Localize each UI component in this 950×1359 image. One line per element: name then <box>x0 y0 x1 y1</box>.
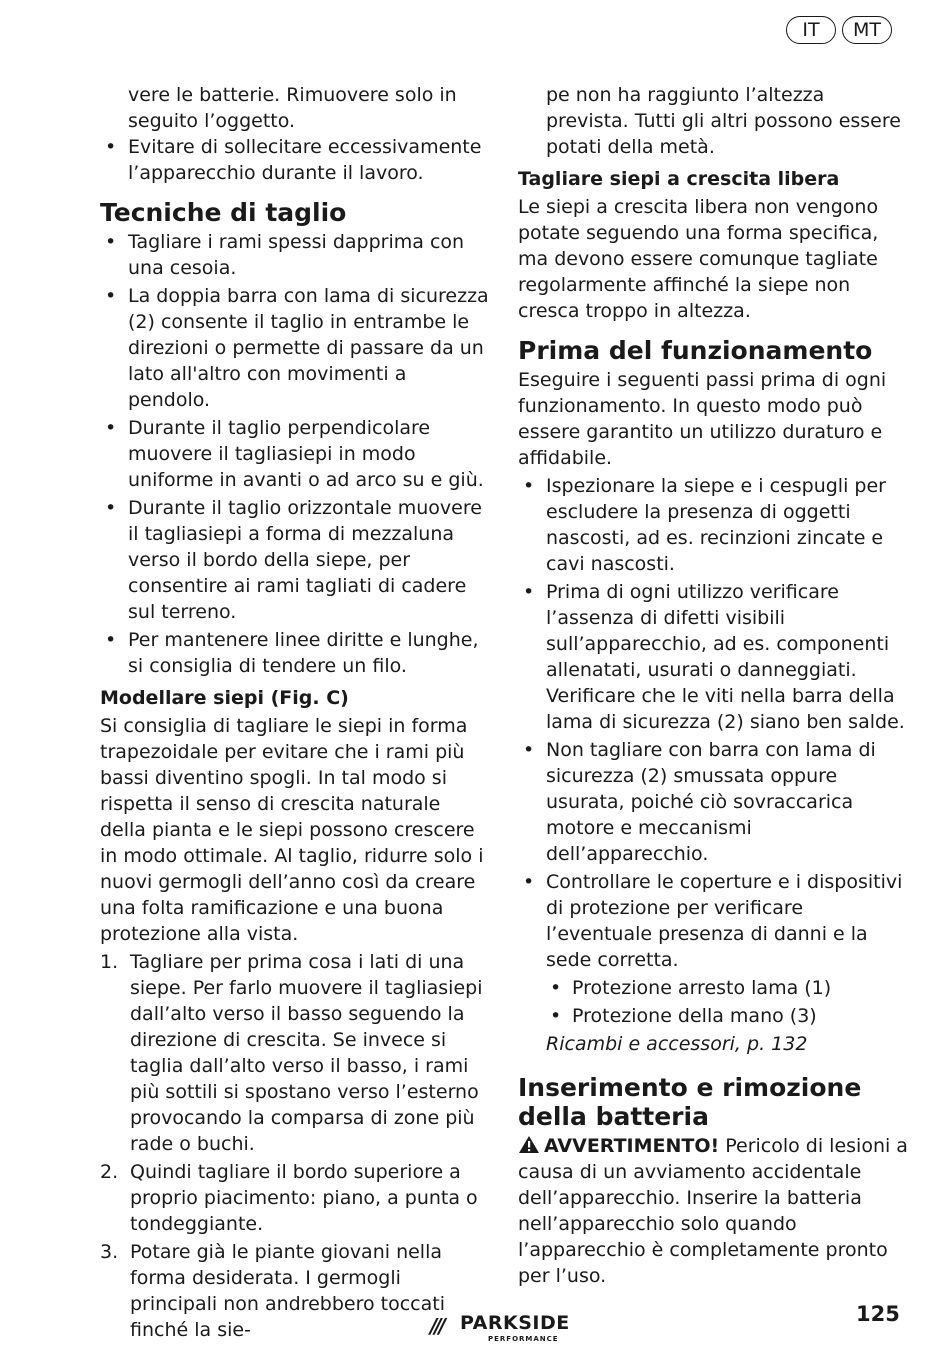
section-title-prima: Prima del funzionamento <box>518 336 873 365</box>
list-item <box>100 1159 492 1237</box>
sub-bullet-list <box>518 975 910 1029</box>
list-item <box>100 949 492 1157</box>
list-item: • Ispezionare la siepe e i cespugli per escludere la presenza di oggetti nascosti, ad es. recinzioni zincate e cavi nascosti. <box>518 473 910 577</box>
language-badge-mt: MT <box>842 16 892 44</box>
brand-logo <box>430 1309 590 1345</box>
page-number: 125 <box>856 1302 900 1326</box>
warning-paragraph <box>518 1133 910 1289</box>
warning-label: AVVERTIMENTO! <box>544 1135 720 1157</box>
bullet-list-tecniche <box>100 229 492 679</box>
paragraph-modellare: Si consiglia di tagliare le siepi in forma trapezoidale per evitare che i rami più bassi diventino spogli. In tal modo si rispetta il senso di crescita naturale della pianta e le siepi possono crescere in modo ottimale. Al taglio, ridurre solo i nuovi germogli dell’anno così da creare una folta ramificazione e una buona protezione alla vista. <box>100 715 484 945</box>
list-item: • Durante il taglio orizzontale muovere il tagliasiepi a forma di mezzaluna verso il bordo della siepe, per consentire ai rami tagliati di cadere sul terreno. <box>100 495 492 625</box>
continued-text: pe non ha raggiunto l’altezza prevista. Tutti gli altri possono essere potati della metà. <box>546 84 901 158</box>
warning-icon <box>518 1135 540 1154</box>
step-number: 1. <box>100 951 119 973</box>
subsection-title-libera: Tagliare siepi a crescita libera <box>518 168 840 190</box>
section-title-inserimento: Inserimento e rimozione della batteria <box>518 1073 862 1131</box>
continued-text: vere le batterie. Rimuovere solo in seguito l’oggetto. <box>128 84 457 132</box>
step-text: Potare già le piante giovani nella forma desiderata. I germogli principali non andrebbero toccati finché la sie- <box>130 1241 446 1341</box>
cross-reference: Ricambi e accessori, p. 132 <box>546 1033 808 1055</box>
numbered-list <box>100 949 492 1343</box>
paragraph-prima: Eseguire i seguenti passi prima di ogni funzionamento. In questo modo può essere garantito un utilizzo duraturo e affidabile. <box>518 369 887 469</box>
paragraph-libera: Le siepi a crescita libera non vengono potate seguendo una forma specifica, ma devono essere comunque tagliate regolarmente affinché la siepe non cresca troppo in altezza. <box>518 196 879 322</box>
list-item: • Per mantenere linee diritte e lunghe, si consiglia di tendere un filo. <box>100 627 492 679</box>
language-badges <box>786 16 892 44</box>
list-item: • La doppia barra con lama di sicurezza (2) consente il taglio in entrambe le direzioni o permette di passare da un lato all'altro con movimenti a pendolo. <box>100 283 492 413</box>
bullet-list <box>100 134 492 186</box>
logo-stripes-icon: /// <box>430 1314 443 1338</box>
warning-text: Pericolo di lesioni a causa di un avviamento accidentale dell’apparecchio. Inserire la batteria nell’apparecchio solo quando l’apparecchio è completamente pronto per l’uso. <box>518 1135 908 1287</box>
step-number: 2. <box>100 1161 119 1183</box>
brand-subline: PERFORMANCE <box>488 1335 559 1343</box>
list-item: • Durante il taglio perpendicolare muovere il tagliasiepi in modo uniforme in avanti o ad arco su e giù. <box>100 415 492 493</box>
language-badge-it: IT <box>786 16 836 44</box>
sub-list-item: • Protezione della mano (3) <box>546 1003 910 1029</box>
step-number: 3. <box>100 1241 119 1263</box>
section-title-tecniche: Tecniche di taglio <box>100 198 347 227</box>
subsection-title-modellare: Modellare siepi (Fig. C) <box>100 687 349 709</box>
list-item: • Prima di ogni utilizzo verificare l’assenza di difetti visibili sull’apparecchio, ad es. componenti allenatati, usurati o danneggiati. Verificare che le viti nella barra della lama di sicurezza (2) siano ben salde. <box>518 579 910 735</box>
step-text: Tagliare per prima cosa i lati di una siepe. Per farlo muovere il tagliasiepi dall’alto verso il basso seguendo la direzione di crescita. Se invece si taglia dall’alto verso il basso, i rami più sottili si spostano verso l’esterno provocando la comparsa di zone più rade o buchi. <box>130 951 483 1155</box>
list-item: • Tagliare i rami spessi dapprima con una cesoia. <box>100 229 492 281</box>
left-column <box>100 82 492 1345</box>
bullet-list-prima <box>518 473 910 973</box>
list-item: • Controllare le coperture e i dispositivi di protezione per verificare l’eventuale presenza di danni e la sede corretta. <box>518 869 910 973</box>
right-column <box>518 82 910 1289</box>
list-item: • Evitare di sollecitare eccessivamente l’apparecchio durante il lavoro. <box>100 134 492 186</box>
list-item: • Non tagliare con barra con lama di sicurezza (2) smussata oppure usurata, poiché ciò sovraccarica motore e meccanismi dell’apparecchio. <box>518 737 910 867</box>
brand-name: PARKSIDE <box>460 1312 570 1334</box>
sub-list-item: • Protezione arresto lama (1) <box>546 975 910 1001</box>
step-text: Quindi tagliare il bordo superiore a proprio piacimento: piano, a punta o tondeggiante. <box>130 1161 478 1235</box>
